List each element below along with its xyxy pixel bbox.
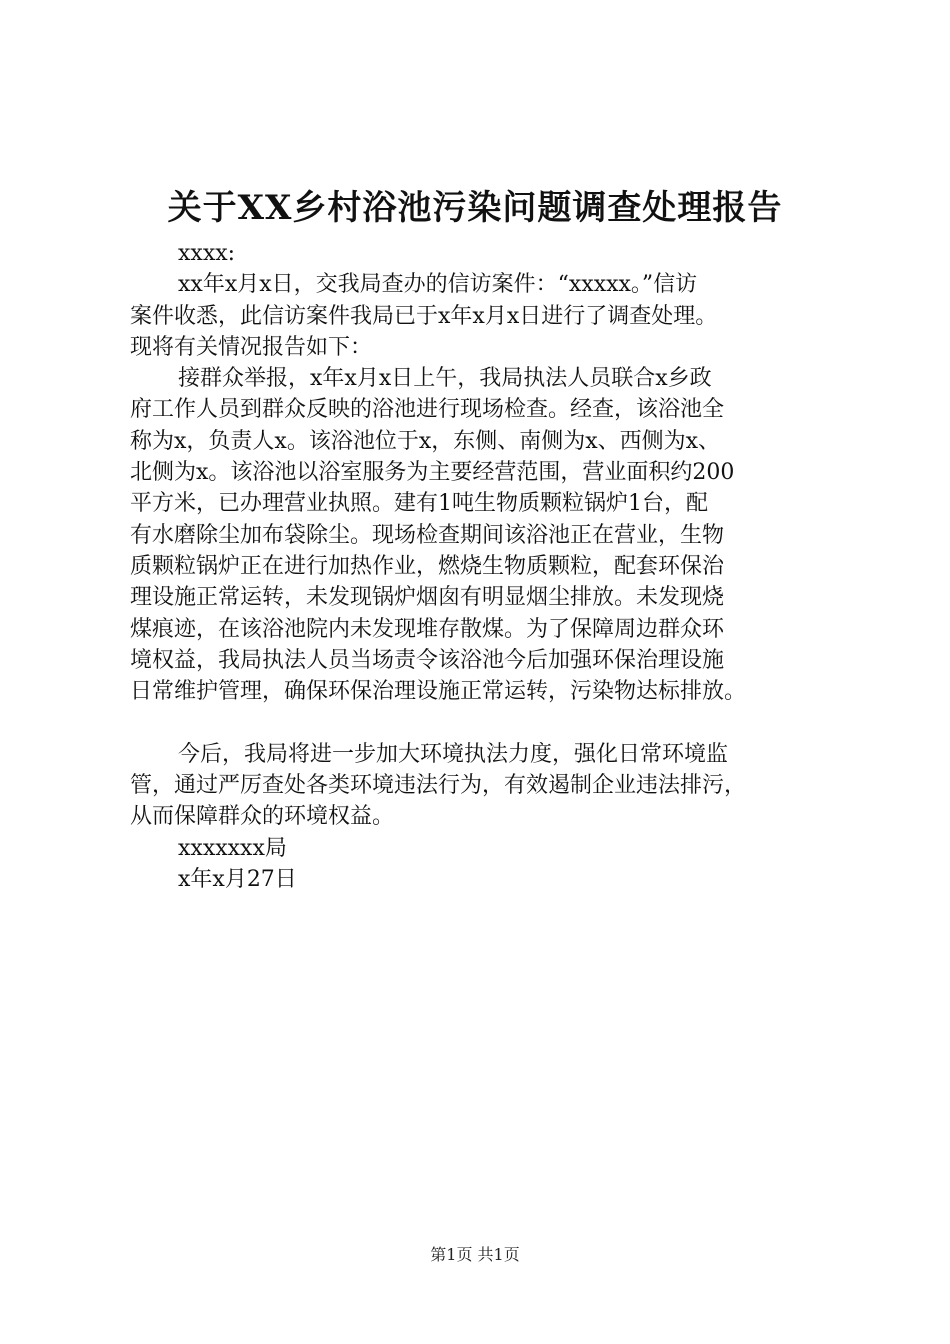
paragraph-1-line-1: xx年x月x日，交我局查办的信访案件：“xxxxx。”信访 <box>178 272 698 298</box>
paragraph-3-line-2: 管，通过严厉查处各类环境违法行为，有效遏制企业违法排污， <box>130 773 747 799</box>
paragraph-2-line-9: 煤痕迹，在该浴池院内未发现堆存散煤。为了保障周边群众环 <box>130 616 725 642</box>
paragraph-1-line-2: 案件收悉，此信访案件我局已于x年x月x日进行了调查处理。 <box>130 303 718 329</box>
document-body <box>130 238 842 895</box>
paragraph-1-line-3: 现将有关情况报告如下： <box>130 334 373 360</box>
paragraph-2-line-10: 境权益，我局执法人员当场责令该浴池今后加强环保治理设施 <box>130 647 725 673</box>
page-footer: 第1页 共1页 <box>430 1245 520 1264</box>
paragraph-3-line-1: 今后，我局将进一步加大环境执法力度，强化日常环境监 <box>178 741 729 767</box>
paragraph-3-line-3: 从而保障群众的环境权益。 <box>130 804 395 830</box>
signature: xxxxxxx局 <box>178 835 287 861</box>
paragraph-2-line-2: 府工作人员到群众反映的浴池进行现场检查。经查，该浴池全 <box>130 397 725 423</box>
paragraph-2-line-11: 日常维护管理，确保环保治理设施正常运转，污染物达标排放。 <box>130 679 747 705</box>
paragraph-2-line-8: 理设施正常运转，未发现锅炉烟囱有明显烟尘排放。未发现烧 <box>130 585 725 611</box>
report-date: x年x月27日 <box>178 866 297 892</box>
paragraph-2-line-3: 称为x，负责人x。该浴池位于x，东侧、南侧为x、西侧为x、 <box>130 428 721 454</box>
salutation: xxxx: <box>178 241 236 266</box>
document-title: 关于XX乡村浴池污染问题调查处理报告 <box>167 188 783 228</box>
paragraph-spacer <box>130 707 842 738</box>
paragraph-2-line-4: 北侧为x。该浴池以浴室服务为主要经营范围，营业面积约200 <box>130 460 735 486</box>
paragraph-2-line-5: 平方米，已办理营业执照。建有1吨生物质颗粒锅炉1台，配 <box>130 491 708 517</box>
paragraph-2-line-7: 质颗粒锅炉正在进行加热作业，燃烧生物质颗粒，配套环保治 <box>130 553 725 579</box>
paragraph-2-line-1: 接群众举报，x年x月x日上午，我局执法人员联合x乡政 <box>178 366 712 392</box>
paragraph-2-line-6: 有水磨除尘加布袋除尘。现场检查期间该浴池正在营业，生物 <box>130 522 725 548</box>
